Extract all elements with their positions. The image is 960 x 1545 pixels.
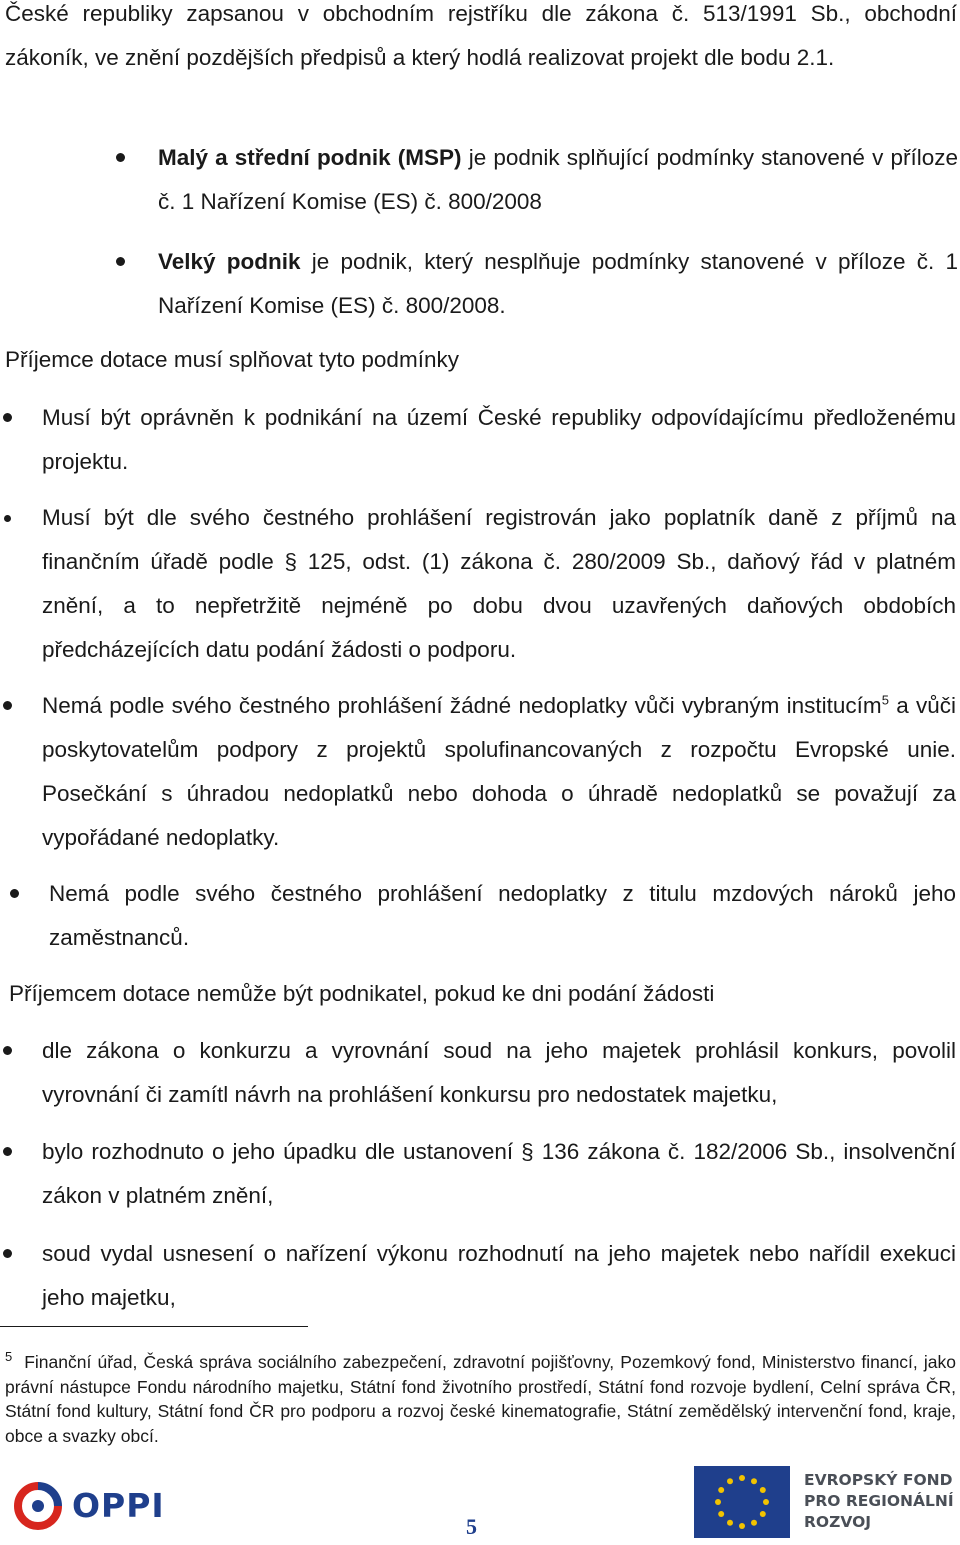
enterprise-type-msp	[158, 136, 958, 224]
bullet-icon	[116, 257, 125, 266]
term-large: Velký podnik	[158, 249, 301, 274]
condition-item: Nemá podle svého čestného prohlášení nedoplatky z titulu mzdových nároků jeho zaměstnanců.	[49, 881, 956, 950]
eu-fund-text	[804, 1470, 960, 1533]
bullet-icon	[3, 413, 12, 422]
page-number: 5	[466, 1514, 477, 1539]
oppi-logo-text: OPPI	[72, 1486, 165, 1525]
bullet-icon	[3, 1249, 12, 1258]
eu-fund-line: EVROPSKÝ FOND	[804, 1471, 953, 1489]
intro-paragraph: České republiky zapsanou v obchodním rejstříku dle zákona č. 513/1991 Sb., obchodní zákoník, ve znění pozdějších předpisů a který hodlá realizovat projekt dle bodu 2.1.	[5, 1, 957, 70]
term-msp: Malý a střední podnik (MSP)	[158, 145, 462, 170]
eu-flag-icon	[694, 1466, 790, 1538]
bullet-icon	[3, 701, 12, 710]
condition-item	[42, 684, 956, 860]
bullet-icon	[4, 515, 11, 522]
condition-item: Musí být oprávněn k podnikání na území České republiky odpovídajícímu předloženému projektu.	[42, 405, 956, 474]
oppi-logo-icon	[8, 1480, 68, 1532]
enterprise-type-large	[158, 240, 958, 328]
bullet-icon	[3, 1046, 12, 1055]
definition-large: je podnik, který nesplňuje podmínky stanovené v příloze č. 1 Nařízení Komise (ES) č. 800/2008.	[158, 249, 958, 318]
condition-item: Musí být dle svého čestného prohlášení registrován jako poplatník daně z příjmů na finančním úřadě podle § 125, odst. (1) zákona č. 280/2009 Sb., daňový řád v platném znění, a to nepřetržitě nejméně po dobu dvou uzavřených daňových obdobích předcházejících datu podání žádosti o podporu.	[42, 505, 956, 662]
bullet-icon	[3, 1147, 12, 1156]
footnote-marker: 5	[5, 1349, 13, 1364]
exclusions-heading: Příjemcem dotace nemůže být podnikatel, pokud ke dni podání žádosti	[9, 981, 715, 1006]
footnote-reference: 5	[881, 692, 889, 708]
condition-text: a vůči poskytovatelům podpory z projektů spolufinancovaných z rozpočtu Evropské unie. Posečkání s úhradou nedoplatků nebo dohoda o úhradě nedoplatků se považují za vypořádané nedoplatky.	[42, 693, 956, 850]
exclusion-item: bylo rozhodnuto o jeho úpadku dle ustanovení § 136 zákona č. 182/2006 Sb., insolvenční zákon v platném znění,	[42, 1139, 956, 1208]
condition-text: Nemá podle svého čestného prohlášení žádné nedoplatky vůči vybraným institucím	[42, 693, 882, 718]
eu-fund-line: ROZVOJ	[804, 1513, 872, 1531]
exclusion-item: dle zákona o konkurzu a vyrovnání soud na jeho majetek prohlásil konkurs, povolil vyrovnání či zamítl návrh na prohlášení konkursu pro nedostatek majetku,	[42, 1038, 956, 1107]
footnote	[5, 1350, 956, 1448]
oppi-logo	[8, 1480, 168, 1532]
bullet-icon	[116, 153, 125, 162]
conditions-heading: Příjemce dotace musí splňovat tyto podmínky	[5, 347, 459, 372]
footnote-separator	[0, 1326, 308, 1327]
bullet-icon	[10, 889, 19, 898]
eu-fund-line: PRO REGIONÁLNÍ	[804, 1492, 954, 1510]
definition-msp: je podnik splňující podmínky stanovené v příloze č. 1 Nařízení Komise (ES) č. 800/2008	[158, 145, 958, 214]
exclusion-item: soud vydal usnesení o nařízení výkonu rozhodnutí na jeho majetek nebo nařídil exekuci jeho majetku,	[42, 1241, 956, 1310]
footnote-text: Finanční úřad, Česká správa sociálního zabezpečení, zdravotní pojišťovny, Pozemkový fond, Ministerstvo financí, jako právní nástupce Fondu národního majetku, Státní fond životního prostředí, Státní fond rozvoje bydlení, Celní správa ČR, Státní fond kultury, Státní fond ČR pro podporu a rozvoj české kinematografie, Státní zemědělský intervenční fond, kraje, obce a svazky obcí.	[5, 1352, 956, 1446]
